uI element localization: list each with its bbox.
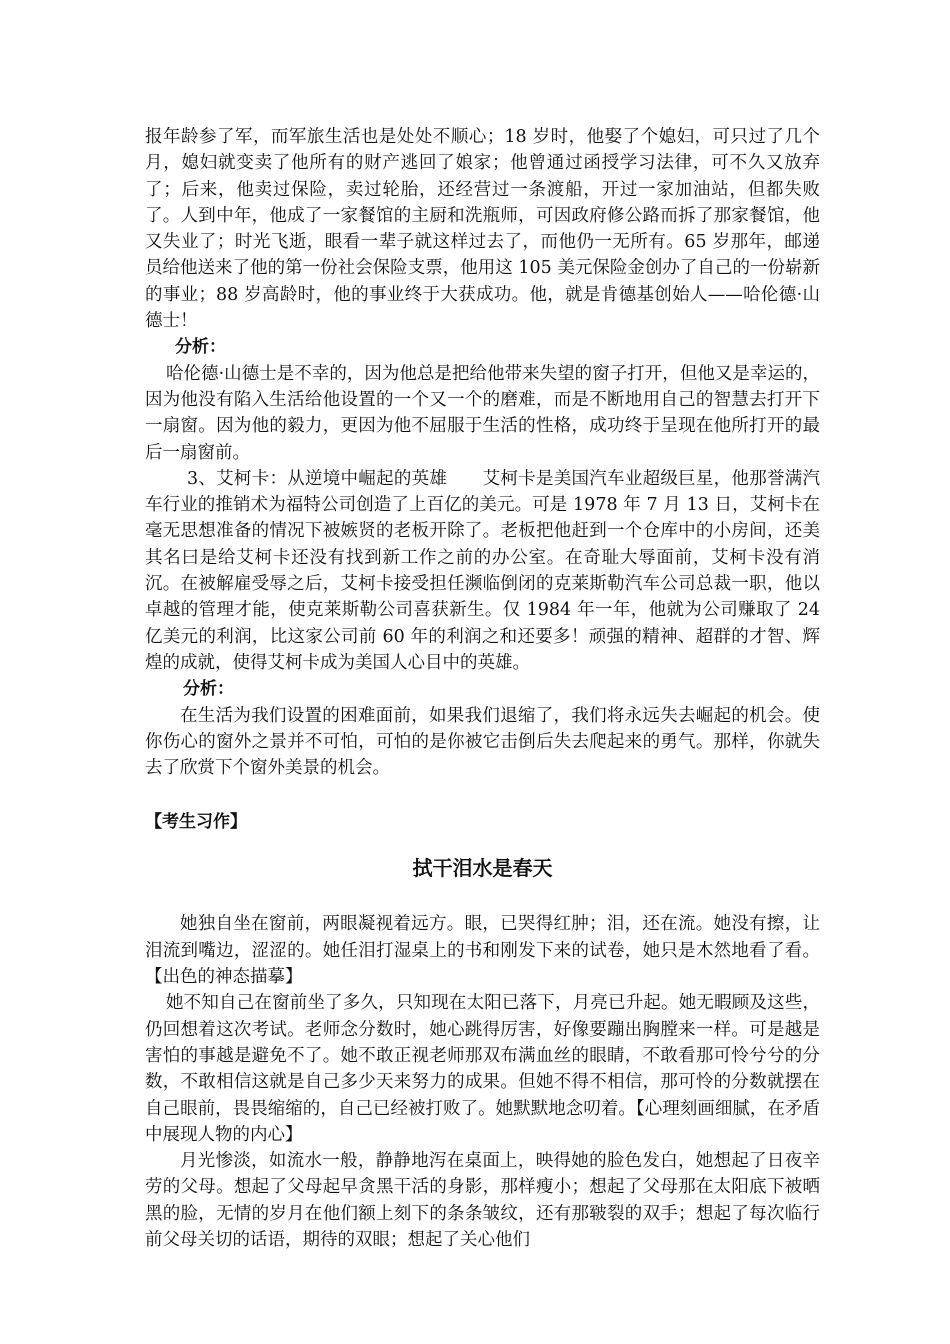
essay-title: 拭干泪水是春天: [412, 856, 553, 881]
essay-paragraph: 她不知自己在窗前坐了多久，只知现在太阳已落下，月亮已升起。她无暇顾及这些，仍回想着这次考试。老师念分数时，她心跳得厉害，好像要蹦出胸膛来一样。可是越是害怕的事越是避免不了。她不敢正视老师那双布满血丝的眼睛，不敢看那可怜兮兮的分数，不敢相信这就是自己多少天来努力的成果。但她不得不相信，那可怜的分数就摆在自己眼前，畏畏缩缩的，自己已经被打败了。她默默地念叨着。【心理刻画细腻，在矛盾中展现人物的内心】: [145, 993, 820, 1145]
essay-paragraph: 她独自坐在窗前，两眼凝视着远方。眼，已哭得红肿；泪，还在流。她没有擦，让泪流到嘴边，涩涩的。她任泪打湿桌上的书和刚发下来的试卷，她只是木然地看了看。【出色的神态描摹】: [145, 914, 820, 988]
analysis-paragraph: 哈伦德·山德士是不幸的，因为他总是把给他带来失望的窗子打开，但他又是幸运的，因为他没有陷入生活给他设置的一个又一个的磨难，而是不断地用自己的智慧去打开下一扇窗。因为他的毅力，更因为他不屈服于生活的性格，成功终于呈现在他所打开的最后一扇窗前。: [145, 363, 820, 463]
story-continuation: 报年龄参了军，而军旅生活也是处处不顺心；18 岁时，他娶了个媳妇，可只过了几个月，媳妇就变卖了他所有的财产逃回了娘家；他曾通过函授学习法律，可不久又放弃了；后来，他卖过保险，卖过轮胎，还经营过一条渡船，开过一家加油站，但都失败了。人到中年，他成了一家餐馆的主厨和洗瓶师，可因政府修公路而拆了那家餐馆，他又失业了；时光飞逝，眼看一辈子就这样过去了，而他仍一无所有。65 岁那年，邮递员给他送来了他的第一份社会保险支票，他用这 105 美元保险金创办了自己的一份崭新的事业；88 岁高龄时，他的事业终于大获成功。他，就是肯德基创始人——哈伦德·山德士！: [145, 127, 820, 332]
essay-paragraph: 月光惨淡，如流水一般，静静地泻在桌面上，映得她的脸色发白，她想起了日夜辛劳的父母。想起了父母起早贪黑干活的身影，那样瘦小；想起了父母那在太阳底下被晒黑的脸，无情的岁月在他们额上刻下的条条皱纹，还有那皲裂的双手；想起了每次临行前父母关切的话语，期待的双眼；想起了关心他们: [145, 1151, 820, 1250]
analysis-paragraph: 在生活为我们设置的困难面前，如果我们退缩了，我们将永远失去崛起的机会。使你伤心的窗外之景并不可怕，可怕的是你被它击倒后失去爬起来的勇气。那样，你就失去了欣赏下个窗外美景的机会。: [145, 705, 820, 779]
story-paragraph-iacocca: 3、艾柯卡：从逆境中崛起的英雄 艾柯卡是美国汽车业超级巨星，他那誉满汽车行业的推销术为福特公司创造了上百亿的美元。可是 1978 年 7 月 13 日，艾柯卡在毫无思想准备的情况下被嫉贤的老板开除了。老板把他赶到一个仓库中的小房间，还美其名曰是给艾柯卡还没有找到新工作之前的办公室。在奇耻大辱面前，艾柯卡没有消沉。在被解雇受辱之后，艾柯卡接受担任濒临倒闭的克莱斯勒汽车公司总裁一职，他以卓越的管理才能，使克莱斯勒公司喜获新生。仅 1984 年一年，他就为公司赚取了 24 亿美元的利润，比这家公司前 60 年的利润之和还要多！顽强的精神、超群的才智、辉煌的成就，使得艾柯卡成为美国人心目中的英雄。: [145, 468, 820, 673]
document-page: [145, 124, 820, 1253]
analysis-label: 分析：: [175, 337, 226, 358]
section-heading: 【考生习作】: [145, 812, 247, 833]
analysis-label: 分析：: [183, 679, 234, 700]
